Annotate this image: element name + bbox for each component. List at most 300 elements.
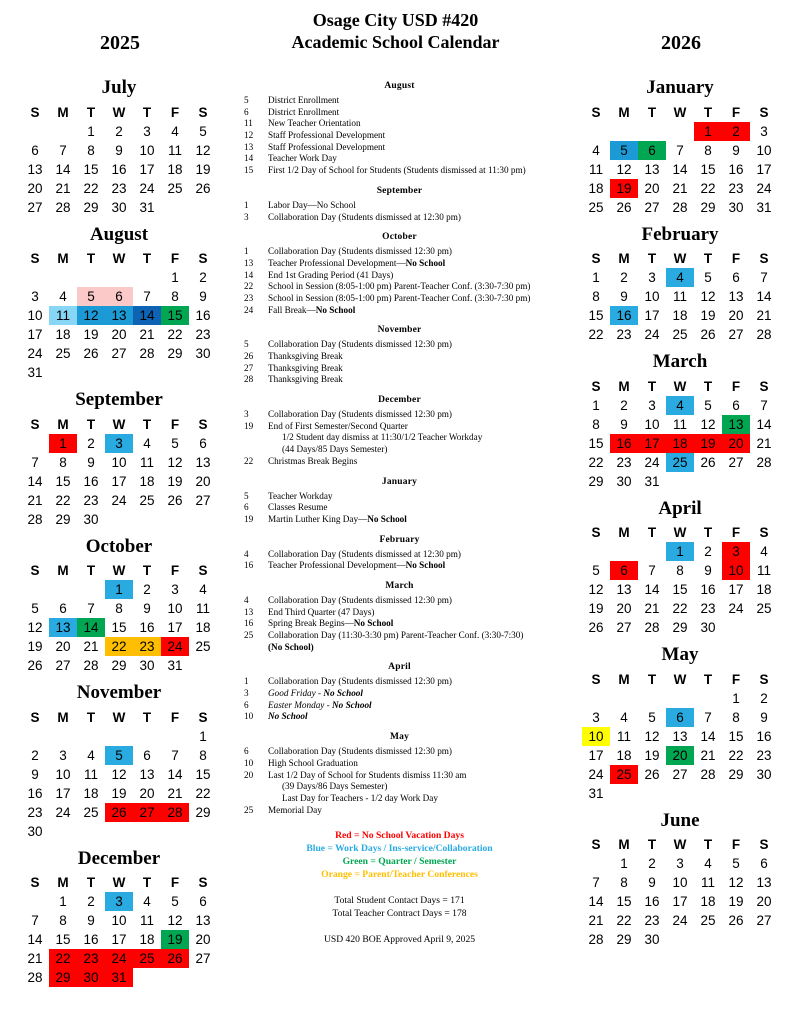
day-cell[interactable]: 15: [728, 728, 744, 744]
day-cell[interactable]: 25: [610, 765, 638, 784]
day-cell[interactable]: 1: [171, 270, 179, 286]
day-cell[interactable]: 29: [672, 620, 688, 636]
day-cell[interactable]: 24: [756, 180, 772, 196]
day-cell[interactable]: 4: [666, 396, 694, 415]
day-cell[interactable]: 4: [592, 142, 600, 158]
day-cell[interactable]: 6: [59, 601, 67, 617]
day-cell[interactable]: 19: [700, 308, 716, 324]
day-cell[interactable]: 4: [143, 894, 151, 910]
day-cell[interactable]: 14: [27, 473, 43, 489]
day-cell[interactable]: 11: [139, 454, 154, 470]
day-cell[interactable]: 23: [728, 180, 744, 196]
day-cell[interactable]: 10: [722, 561, 750, 580]
day-cell[interactable]: 18: [616, 747, 632, 763]
day-cell[interactable]: 3: [171, 582, 179, 598]
day-cell[interactable]: 10: [167, 601, 183, 617]
day-cell[interactable]: 27: [55, 658, 71, 674]
day-cell[interactable]: 14: [55, 161, 71, 177]
day-cell[interactable]: 18: [55, 327, 71, 343]
day-cell[interactable]: 20: [195, 473, 211, 489]
day-cell[interactable]: 27: [195, 492, 211, 508]
day-cell[interactable]: 30: [644, 932, 660, 948]
day-cell[interactable]: 22: [105, 637, 133, 656]
day-cell[interactable]: 11: [672, 289, 687, 305]
day-cell[interactable]: 15: [672, 582, 688, 598]
day-cell[interactable]: 8: [115, 601, 123, 617]
day-cell[interactable]: 11: [672, 416, 687, 432]
day-cell[interactable]: 10: [582, 727, 610, 746]
day-cell[interactable]: 13: [756, 875, 772, 891]
day-cell[interactable]: 20: [111, 327, 127, 343]
day-cell[interactable]: 7: [592, 875, 600, 891]
day-cell[interactable]: 4: [143, 435, 151, 451]
day-cell[interactable]: 16: [83, 473, 99, 489]
day-cell[interactable]: 11: [139, 913, 154, 929]
day-cell[interactable]: 5: [199, 123, 207, 139]
day-cell[interactable]: 18: [672, 308, 688, 324]
day-cell[interactable]: 6: [31, 142, 39, 158]
day-cell[interactable]: 17: [167, 620, 183, 636]
day-cell[interactable]: 22: [728, 747, 744, 763]
day-cell[interactable]: 19: [167, 473, 183, 489]
day-cell[interactable]: 17: [728, 582, 744, 598]
day-cell[interactable]: 24: [105, 949, 133, 968]
day-cell[interactable]: 21: [83, 639, 99, 655]
day-cell[interactable]: 2: [620, 270, 628, 286]
day-cell[interactable]: 3: [676, 856, 684, 872]
day-cell[interactable]: 28: [700, 766, 716, 782]
day-cell[interactable]: 27: [195, 951, 211, 967]
day-cell[interactable]: 8: [59, 913, 67, 929]
day-cell[interactable]: 5: [704, 397, 712, 413]
day-cell[interactable]: 30: [83, 511, 99, 527]
day-cell[interactable]: 22: [616, 913, 632, 929]
day-cell[interactable]: 19: [694, 434, 722, 453]
day-cell[interactable]: 13: [616, 582, 632, 598]
day-cell[interactable]: 28: [55, 199, 71, 215]
day-cell[interactable]: 12: [700, 289, 716, 305]
day-cell[interactable]: 1: [49, 434, 77, 453]
day-cell[interactable]: 15: [616, 894, 632, 910]
day-cell[interactable]: 19: [610, 179, 638, 198]
day-cell[interactable]: 3: [722, 542, 750, 561]
day-cell[interactable]: 8: [732, 709, 740, 725]
day-cell[interactable]: 24: [672, 913, 688, 929]
day-cell[interactable]: 30: [139, 658, 155, 674]
day-cell[interactable]: 25: [139, 492, 155, 508]
day-cell[interactable]: 14: [167, 766, 183, 782]
day-cell[interactable]: 26: [644, 766, 660, 782]
day-cell[interactable]: 12: [77, 306, 105, 325]
day-cell[interactable]: 7: [31, 454, 39, 470]
day-cell[interactable]: 5: [105, 746, 133, 765]
day-cell[interactable]: 17: [644, 308, 660, 324]
day-cell[interactable]: 11: [49, 306, 77, 325]
day-cell[interactable]: 12: [167, 454, 183, 470]
day-cell[interactable]: 2: [704, 544, 712, 560]
day-cell[interactable]: 24: [55, 804, 71, 820]
day-cell[interactable]: 20: [55, 639, 71, 655]
day-cell[interactable]: 1: [592, 270, 600, 286]
day-cell[interactable]: 8: [87, 142, 95, 158]
day-cell[interactable]: 24: [27, 346, 43, 362]
day-cell[interactable]: 14: [644, 582, 660, 598]
day-cell[interactable]: 17: [756, 161, 772, 177]
day-cell[interactable]: 8: [592, 416, 600, 432]
day-cell[interactable]: 27: [672, 766, 688, 782]
day-cell[interactable]: 7: [31, 913, 39, 929]
day-cell[interactable]: 6: [105, 287, 133, 306]
day-cell[interactable]: 9: [704, 563, 712, 579]
day-cell[interactable]: 26: [728, 913, 744, 929]
day-cell[interactable]: 7: [648, 563, 656, 579]
day-cell[interactable]: 14: [133, 306, 161, 325]
day-cell[interactable]: 30: [195, 346, 211, 362]
day-cell[interactable]: 30: [616, 473, 632, 489]
day-cell[interactable]: 16: [111, 161, 127, 177]
day-cell[interactable]: 25: [167, 180, 183, 196]
day-cell[interactable]: 25: [133, 949, 161, 968]
day-cell[interactable]: 23: [644, 913, 660, 929]
day-cell[interactable]: 23: [133, 637, 161, 656]
day-cell[interactable]: 24: [728, 601, 744, 617]
day-cell[interactable]: 20: [666, 746, 694, 765]
day-cell[interactable]: 18: [139, 932, 155, 948]
day-cell[interactable]: 13: [644, 161, 660, 177]
day-cell[interactable]: 21: [700, 747, 716, 763]
day-cell[interactable]: 27: [728, 327, 744, 343]
day-cell[interactable]: 28: [756, 327, 772, 343]
day-cell[interactable]: 28: [672, 199, 688, 215]
day-cell[interactable]: 18: [167, 161, 183, 177]
day-cell[interactable]: 22: [83, 180, 99, 196]
day-cell[interactable]: 9: [143, 601, 151, 617]
day-cell[interactable]: 22: [700, 180, 716, 196]
day-cell[interactable]: 30: [27, 823, 43, 839]
day-cell[interactable]: 15: [83, 161, 99, 177]
day-cell[interactable]: 4: [620, 709, 628, 725]
day-cell[interactable]: 8: [199, 747, 207, 763]
day-cell[interactable]: 11: [700, 875, 715, 891]
day-cell[interactable]: 26: [161, 949, 189, 968]
day-cell[interactable]: 9: [620, 289, 628, 305]
day-cell[interactable]: 19: [27, 639, 43, 655]
day-cell[interactable]: 8: [59, 454, 67, 470]
day-cell[interactable]: 11: [195, 601, 210, 617]
day-cell[interactable]: 27: [133, 803, 161, 822]
day-cell[interactable]: 26: [588, 620, 604, 636]
day-cell[interactable]: 18: [588, 180, 604, 196]
day-cell[interactable]: 7: [171, 747, 179, 763]
day-cell[interactable]: 27: [616, 620, 632, 636]
day-cell[interactable]: 29: [588, 473, 604, 489]
day-cell[interactable]: 26: [27, 658, 43, 674]
day-cell[interactable]: 17: [139, 161, 155, 177]
day-cell[interactable]: 23: [756, 747, 772, 763]
day-cell[interactable]: 23: [616, 454, 632, 470]
day-cell[interactable]: 17: [672, 894, 688, 910]
day-cell[interactable]: 13: [49, 618, 77, 637]
day-cell[interactable]: 14: [700, 728, 716, 744]
day-cell[interactable]: 22: [672, 601, 688, 617]
day-cell[interactable]: 5: [171, 435, 179, 451]
day-cell[interactable]: 28: [644, 620, 660, 636]
day-cell[interactable]: 8: [592, 289, 600, 305]
day-cell[interactable]: 24: [161, 637, 189, 656]
day-cell[interactable]: 13: [195, 913, 211, 929]
day-cell[interactable]: 11: [756, 563, 771, 579]
day-cell[interactable]: 22: [588, 454, 604, 470]
day-cell[interactable]: 6: [732, 270, 740, 286]
day-cell[interactable]: 2: [760, 690, 768, 706]
day-cell[interactable]: 24: [644, 454, 660, 470]
day-cell[interactable]: 23: [27, 804, 43, 820]
day-cell[interactable]: 3: [592, 709, 600, 725]
day-cell[interactable]: 4: [59, 289, 67, 305]
day-cell[interactable]: 30: [111, 199, 127, 215]
day-cell[interactable]: 16: [728, 161, 744, 177]
day-cell[interactable]: 20: [616, 601, 632, 617]
day-cell[interactable]: 25: [195, 639, 211, 655]
day-cell[interactable]: 30: [756, 766, 772, 782]
day-cell[interactable]: 18: [83, 785, 99, 801]
day-cell[interactable]: 11: [588, 161, 603, 177]
day-cell[interactable]: 5: [732, 856, 740, 872]
day-cell[interactable]: 12: [728, 875, 744, 891]
day-cell[interactable]: 1: [592, 397, 600, 413]
day-cell[interactable]: 3: [105, 434, 133, 453]
day-cell[interactable]: 4: [171, 123, 179, 139]
day-cell[interactable]: 14: [27, 932, 43, 948]
day-cell[interactable]: 4: [760, 544, 768, 560]
day-cell[interactable]: 10: [672, 875, 688, 891]
day-cell[interactable]: 15: [55, 473, 71, 489]
day-cell[interactable]: 10: [756, 142, 772, 158]
day-cell[interactable]: 16: [83, 932, 99, 948]
day-cell[interactable]: 17: [55, 785, 71, 801]
day-cell[interactable]: 5: [592, 563, 600, 579]
day-cell[interactable]: 16: [610, 434, 638, 453]
day-cell[interactable]: 9: [620, 416, 628, 432]
day-cell[interactable]: 10: [55, 766, 71, 782]
day-cell[interactable]: 13: [105, 306, 133, 325]
day-cell[interactable]: 6: [199, 435, 207, 451]
day-cell[interactable]: 3: [648, 397, 656, 413]
day-cell[interactable]: 23: [195, 327, 211, 343]
day-cell[interactable]: 4: [87, 747, 95, 763]
day-cell[interactable]: 12: [616, 161, 632, 177]
day-cell[interactable]: 3: [31, 289, 39, 305]
day-cell[interactable]: 14: [77, 618, 105, 637]
day-cell[interactable]: 20: [728, 308, 744, 324]
day-cell[interactable]: 24: [644, 327, 660, 343]
day-cell[interactable]: 17: [588, 747, 604, 763]
day-cell[interactable]: 15: [55, 932, 71, 948]
day-cell[interactable]: 28: [756, 454, 772, 470]
day-cell[interactable]: 5: [610, 141, 638, 160]
day-cell[interactable]: 10: [111, 913, 127, 929]
day-cell[interactable]: 25: [83, 804, 99, 820]
day-cell[interactable]: 20: [139, 785, 155, 801]
day-cell[interactable]: 7: [760, 397, 768, 413]
day-cell[interactable]: 1: [199, 728, 207, 744]
day-cell[interactable]: 20: [27, 180, 43, 196]
day-cell[interactable]: 1: [666, 542, 694, 561]
day-cell[interactable]: 6: [143, 747, 151, 763]
day-cell[interactable]: 3: [648, 270, 656, 286]
day-cell[interactable]: 13: [139, 766, 155, 782]
day-cell[interactable]: 26: [195, 180, 211, 196]
day-cell[interactable]: 8: [620, 875, 628, 891]
day-cell[interactable]: 11: [83, 766, 98, 782]
day-cell[interactable]: 26: [83, 346, 99, 362]
day-cell[interactable]: 10: [27, 308, 43, 324]
day-cell[interactable]: 29: [83, 199, 99, 215]
day-cell[interactable]: 1: [87, 123, 95, 139]
day-cell[interactable]: 19: [728, 894, 744, 910]
day-cell[interactable]: 13: [27, 161, 43, 177]
day-cell[interactable]: 17: [111, 932, 127, 948]
day-cell[interactable]: 31: [644, 473, 660, 489]
day-cell[interactable]: 1: [620, 856, 628, 872]
day-cell[interactable]: 6: [666, 708, 694, 727]
day-cell[interactable]: 2: [620, 397, 628, 413]
day-cell[interactable]: 12: [700, 416, 716, 432]
day-cell[interactable]: 9: [87, 913, 95, 929]
day-cell[interactable]: 29: [700, 199, 716, 215]
day-cell[interactable]: 29: [55, 511, 71, 527]
day-cell[interactable]: 4: [704, 856, 712, 872]
day-cell[interactable]: 21: [139, 327, 155, 343]
day-cell[interactable]: 28: [27, 511, 43, 527]
day-cell[interactable]: 8: [704, 142, 712, 158]
day-cell[interactable]: 10: [111, 454, 127, 470]
day-cell[interactable]: 25: [55, 346, 71, 362]
day-cell[interactable]: 7: [59, 142, 67, 158]
day-cell[interactable]: 12: [167, 913, 183, 929]
day-cell[interactable]: 5: [77, 287, 105, 306]
day-cell[interactable]: 3: [105, 892, 133, 911]
day-cell[interactable]: 23: [77, 949, 105, 968]
day-cell[interactable]: 20: [644, 180, 660, 196]
day-cell[interactable]: 6: [638, 141, 666, 160]
day-cell[interactable]: 28: [139, 346, 155, 362]
day-cell[interactable]: 7: [704, 709, 712, 725]
day-cell[interactable]: 27: [756, 913, 772, 929]
day-cell[interactable]: 21: [167, 785, 183, 801]
day-cell[interactable]: 16: [610, 306, 638, 325]
day-cell[interactable]: 7: [87, 601, 95, 617]
day-cell[interactable]: 2: [199, 270, 207, 286]
day-cell[interactable]: 21: [27, 492, 43, 508]
day-cell[interactable]: 18: [756, 582, 772, 598]
day-cell[interactable]: 22: [55, 492, 71, 508]
day-cell[interactable]: 3: [760, 123, 768, 139]
day-cell[interactable]: 15: [588, 308, 604, 324]
day-cell[interactable]: 15: [588, 435, 604, 451]
day-cell[interactable]: 4: [199, 582, 207, 598]
day-cell[interactable]: 10: [139, 142, 155, 158]
day-cell[interactable]: 9: [648, 875, 656, 891]
day-cell[interactable]: 23: [616, 327, 632, 343]
day-cell[interactable]: 27: [644, 199, 660, 215]
day-cell[interactable]: 31: [27, 365, 43, 381]
day-cell[interactable]: 9: [115, 142, 123, 158]
day-cell[interactable]: 7: [143, 289, 151, 305]
day-cell[interactable]: 26: [105, 803, 133, 822]
day-cell[interactable]: 9: [31, 766, 39, 782]
day-cell[interactable]: 20: [722, 434, 750, 453]
day-cell[interactable]: 24: [139, 180, 155, 196]
day-cell[interactable]: 6: [732, 397, 740, 413]
day-cell[interactable]: 16: [644, 894, 660, 910]
day-cell[interactable]: 17: [638, 434, 666, 453]
day-cell[interactable]: 21: [672, 180, 688, 196]
day-cell[interactable]: 26: [167, 492, 183, 508]
day-cell[interactable]: 21: [756, 308, 772, 324]
day-cell[interactable]: 2: [31, 747, 39, 763]
day-cell[interactable]: 26: [616, 199, 632, 215]
day-cell[interactable]: 11: [167, 142, 182, 158]
day-cell[interactable]: 3: [143, 123, 151, 139]
day-cell[interactable]: 9: [760, 709, 768, 725]
day-cell[interactable]: 19: [644, 747, 660, 763]
day-cell[interactable]: 12: [644, 728, 660, 744]
day-cell[interactable]: 31: [139, 199, 155, 215]
day-cell[interactable]: 29: [111, 658, 127, 674]
day-cell[interactable]: 20: [195, 932, 211, 948]
day-cell[interactable]: 15: [111, 620, 127, 636]
day-cell[interactable]: 1: [105, 580, 133, 599]
day-cell[interactable]: 21: [588, 913, 604, 929]
day-cell[interactable]: 27: [728, 454, 744, 470]
day-cell[interactable]: 11: [616, 728, 631, 744]
day-cell[interactable]: 18: [195, 620, 211, 636]
day-cell[interactable]: 27: [111, 346, 127, 362]
day-cell[interactable]: 7: [760, 270, 768, 286]
day-cell[interactable]: 22: [588, 327, 604, 343]
day-cell[interactable]: 18: [666, 434, 694, 453]
day-cell[interactable]: 31: [167, 658, 183, 674]
day-cell[interactable]: 23: [700, 601, 716, 617]
day-cell[interactable]: 19: [195, 161, 211, 177]
day-cell[interactable]: 12: [111, 766, 127, 782]
day-cell[interactable]: 10: [644, 416, 660, 432]
day-cell[interactable]: 28: [27, 970, 43, 986]
day-cell[interactable]: 22: [167, 327, 183, 343]
day-cell[interactable]: 19: [161, 930, 189, 949]
day-cell[interactable]: 25: [700, 913, 716, 929]
day-cell[interactable]: 2: [87, 435, 95, 451]
day-cell[interactable]: 14: [672, 161, 688, 177]
day-cell[interactable]: 28: [161, 803, 189, 822]
day-cell[interactable]: 21: [55, 180, 71, 196]
day-cell[interactable]: 9: [732, 142, 740, 158]
day-cell[interactable]: 30: [77, 968, 105, 987]
day-cell[interactable]: 1: [732, 690, 740, 706]
day-cell[interactable]: 12: [195, 142, 211, 158]
day-cell[interactable]: 2: [115, 123, 123, 139]
day-cell[interactable]: 4: [666, 268, 694, 287]
day-cell[interactable]: 31: [105, 968, 133, 987]
day-cell[interactable]: 5: [31, 601, 39, 617]
day-cell[interactable]: 21: [27, 951, 43, 967]
day-cell[interactable]: 19: [588, 601, 604, 617]
day-cell[interactable]: 16: [756, 728, 772, 744]
day-cell[interactable]: 9: [87, 454, 95, 470]
day-cell[interactable]: 29: [616, 932, 632, 948]
day-cell[interactable]: 2: [722, 122, 750, 141]
